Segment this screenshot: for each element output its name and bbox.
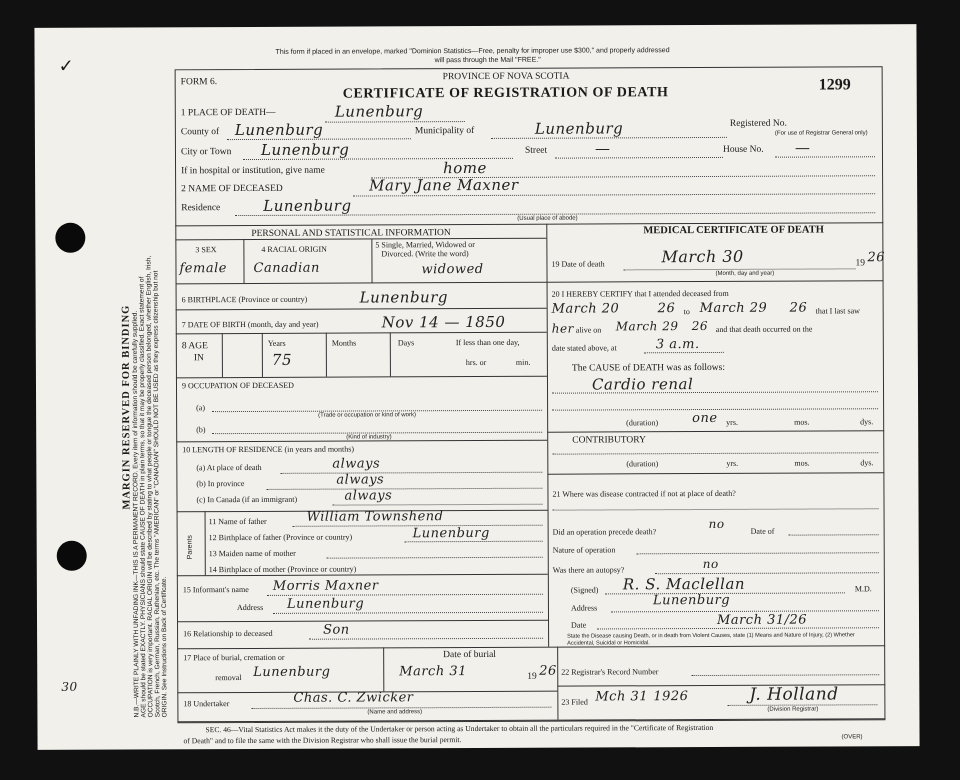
contributory-mos-label: mos.: [794, 458, 810, 468]
cause-value: Cardio renal: [591, 375, 694, 394]
deceased-name-label: 2 NAME OF DECEASED: [181, 183, 283, 195]
city-value: Lunenburg: [260, 140, 350, 159]
binding-hole-top: [55, 223, 85, 253]
occupation-label: 9 OCCUPATION OF DECEASED: [181, 380, 294, 391]
attended-from-year: 26: [657, 301, 676, 317]
hospital-value: home: [443, 158, 487, 178]
at-place-label: (a) At place of death: [196, 462, 262, 473]
pronoun-value: her: [551, 321, 574, 336]
footer-over: (OVER): [841, 734, 863, 741]
death-occurred-label: and that death occurred on the: [715, 324, 813, 334]
municipality-value: Lunenburg: [534, 119, 624, 138]
marital-value: widowed: [421, 261, 484, 278]
registrar-note: (Division Registrar): [767, 706, 819, 713]
autopsy-label: Was there an autopsy?: [552, 565, 625, 575]
contributory-label: CONTRIBUTORY: [572, 435, 646, 446]
birthplace-label: 6 BIRTHPLACE (Province or country): [181, 294, 308, 305]
relationship-label: 16 Relationship to deceased: [183, 628, 273, 639]
duration-mos-label: mos.: [794, 417, 810, 427]
min-label: min.: [515, 357, 531, 367]
undertaker-note: (Name and address): [367, 709, 423, 716]
county-value: Lunenburg: [234, 120, 324, 140]
operation-date-label: Date of: [750, 526, 775, 536]
dob-label: 7 DATE OF BIRTH (month, day and year): [181, 319, 319, 330]
duration-value: one: [692, 410, 718, 427]
years-value: 75: [271, 350, 293, 369]
house-no-label: House No.: [722, 144, 764, 155]
parents-label: Parents: [186, 535, 194, 560]
margin-check-mark: ✓: [58, 55, 74, 76]
undertaker-value: Chas. C. Zwicker: [293, 690, 414, 706]
contributory-dys-label: dys.: [860, 458, 874, 468]
residence-label: Residence: [181, 203, 221, 214]
father-name-value: William Townshend: [306, 509, 444, 525]
occupation-b-label: (b): [196, 425, 206, 435]
alive-on-year: 26: [691, 318, 709, 334]
deceased-name-value: Mary Jane Maxner: [369, 175, 519, 195]
personal-heading: PERSONAL AND STATISTICAL INFORMATION: [251, 228, 451, 239]
age-label-2: IN: [193, 353, 204, 364]
years-label: Years: [267, 338, 286, 348]
less-than-day-label: If less than one day,: [455, 337, 520, 348]
at-place-value: always: [332, 456, 381, 472]
cause-label: The CAUSE of DEATH was as follows:: [571, 362, 725, 374]
father-birthplace-value: Lunenburg: [412, 525, 490, 542]
undertaker-label: 18 Undertaker: [183, 699, 230, 709]
contributory-yrs-label: yrs.: [726, 458, 739, 468]
filed-year-value: 1926: [653, 689, 689, 705]
months-label: Months: [331, 338, 357, 348]
mother-name-label: 13 Maiden name of mother: [208, 548, 296, 559]
date-of-death-note: (Month, day and year): [715, 270, 775, 277]
burial-year-prefix: 19: [527, 671, 537, 682]
county-label: County of: [180, 127, 220, 138]
duration-yrs-label: yrs.: [726, 417, 738, 427]
father-birthplace-label: 12 Birthplace of father (Province or country): [208, 532, 353, 543]
age-label-1: 8 AGE: [181, 341, 208, 352]
city-label: City or Town: [180, 147, 232, 158]
in-province-label: (b) In province: [196, 479, 245, 489]
racial-label: 4 RACIAL ORIGIN: [261, 244, 327, 254]
days-label: Days: [397, 338, 415, 348]
attended-from-value: March 20: [551, 301, 620, 317]
time-of-death-value: 3 a.m.: [655, 337, 700, 353]
province-heading: PROVINCE OF NOVA SCOTIA: [442, 71, 570, 83]
burial-year-value: 26: [539, 663, 557, 679]
father-name-label: 11 Name of father: [208, 516, 267, 527]
margin-instruction-5: ORIGIN. See Instructions on Back of Certificate.: [160, 576, 169, 718]
residence-value: Lunenburg: [263, 196, 352, 215]
alive-on-label: alive on: [575, 325, 602, 335]
margin-instruction-2: AGE should be stated EXACTLY. PHYSICIANS should state CAUSE OF DEATH in plain terms, so that it may be properly classified. Exact statement of: [138, 276, 148, 718]
mother-birthplace-label: 14 Birthplace of mother (Province or country): [208, 564, 357, 575]
md-label: M.D.: [854, 584, 872, 594]
relationship-value: Son: [323, 622, 350, 638]
certificate-title: CERTIFICATE OF REGISTRATION OF DEATH: [342, 85, 669, 102]
hospital-label: If in hospital or institution, give name: [181, 165, 325, 177]
registered-no-label: Registered No.: [729, 118, 787, 129]
sex-value: female: [179, 261, 227, 277]
margin-instruction-1: N.B.—WRITE PLAINLY WITH UNFADING INK—THIS IS A PERMANENT RECORD. Every item of information should be carefully supplied.: [131, 310, 141, 718]
certify-label: 20 I HEREBY CERTIFY that I attended deceased from: [551, 288, 729, 299]
death-certificate: [34, 24, 919, 750]
burial-date-value: March 31: [399, 664, 467, 680]
margin-instruction-3: OCCUPATION is very important. RACIAL ORIGIN will be described by stating to what people or tongue the deceased person belonged, whether English, Irish,: [145, 255, 155, 718]
duration-dys-label: dys.: [860, 417, 874, 427]
occupation-a-note: (Trade or occupation or kind of work): [318, 412, 416, 419]
place-of-death-label: 1 PLACE OF DEATH—: [180, 107, 276, 119]
to-label: to: [683, 307, 690, 317]
street-label: Street: [524, 145, 548, 156]
date-of-death-label: 19 Date of death: [551, 259, 605, 269]
sex-label: 3 SEX: [195, 245, 217, 255]
autopsy-value: no: [702, 556, 719, 572]
binding-hole-bottom: [57, 541, 87, 571]
physician-address-label: Address: [570, 603, 598, 613]
racial-value: Canadian: [253, 260, 320, 276]
mail-notice-line2: will pass through the Mail "FREE.": [434, 56, 541, 65]
residence-note: (Usual place of abode): [517, 215, 578, 222]
house-no-value: —: [794, 138, 811, 157]
last-saw-label: that I last saw: [815, 306, 860, 316]
physician-address-value: Lunenburg: [652, 592, 731, 609]
in-province-value: always: [336, 472, 385, 488]
burial-place-value: Lunenburg: [253, 664, 331, 680]
margin-page-mark: 30: [61, 679, 78, 694]
occupation-b-note: (Kind of industry): [346, 434, 392, 441]
signature-date-label: Date: [571, 620, 587, 630]
registrar-record-label: 22 Registrar's Record Number: [561, 667, 659, 677]
residence-length-label: 10 LENGTH OF RESIDENCE (in years and months): [182, 444, 355, 455]
nature-of-operation-label: Nature of operation: [552, 545, 616, 555]
violent-causes-note: State the Disease causing Death, or in death from Violent Causes, state (1) Means and Nature of Injury, (2) Whether Accidental, Suicidal or Homicidal.: [567, 632, 855, 647]
marital-label-2: Divorced. (Write the word): [381, 249, 469, 259]
street-value: —: [594, 139, 611, 158]
duration-label: (duration): [626, 418, 659, 428]
alive-on-value: March 29: [615, 319, 679, 334]
registered-no-note: (For use of Registrar General only): [774, 130, 868, 137]
dob-value: Nov 14 — 1850: [381, 312, 506, 332]
margin-instruction-4: Scotch, French, German, Russian, Ruthenian, etc. The terms "AMERICAN" or "CANADIAN" SHOULD NOT BE USED as they express citizenship but not: [152, 270, 162, 718]
burial-place-label-2: removal: [215, 673, 242, 683]
place-of-death-value: Lunenburg: [334, 102, 424, 121]
operation-value: no: [708, 516, 725, 531]
operation-label: Did an operation precede death?: [552, 527, 657, 537]
informant-name-value: Morris Maxner: [272, 578, 379, 594]
burial-place-label-1: 17 Place of burial, cremation or: [183, 652, 285, 663]
filed-label: 23 Filed: [561, 697, 588, 707]
marital-label-1: 5 Single, Married, Widowed or: [375, 240, 475, 250]
attended-to-year: 26: [789, 300, 808, 316]
birthplace-value: Lunenburg: [359, 288, 449, 307]
date-of-death-year-prefix: 19: [855, 258, 865, 269]
certificate-number: 1299: [818, 76, 851, 94]
physician-signature: R. S. Maclellan: [622, 574, 746, 594]
informant-address-label: Address: [236, 602, 264, 613]
form-number: FORM 6.: [180, 77, 218, 88]
contracted-label: 21 Where was disease contracted if not at place of death?: [552, 488, 736, 499]
mail-notice-line1: This form if placed in an envelope, marked "Dominion Statistics—Free, penalty for improper use $300," and properly addressed: [275, 47, 670, 56]
in-canada-value: always: [344, 488, 393, 504]
registrar-signature: J. Holland: [749, 684, 839, 705]
signature-date-value: March 31/26: [716, 612, 808, 628]
informant-name-label: 15 Informant's name: [182, 584, 249, 595]
contributory-duration-label: (duration): [626, 459, 659, 469]
medical-heading: MEDICAL CERTIFICATE OF DEATH: [643, 224, 824, 237]
municipality-label: Municipality of: [414, 126, 475, 137]
hrs-label: hrs. or: [465, 357, 487, 368]
burial-date-label: Date of burial: [443, 649, 496, 661]
informant-address-value: Lunenburg: [286, 596, 365, 612]
attended-to-value: March 29: [699, 300, 768, 317]
date-of-death-year: 26: [867, 250, 886, 266]
in-canada-label: (c) In Canada (if an immigrant): [196, 494, 298, 505]
filed-date-value: Mch 31: [595, 689, 649, 705]
footer-line-2: of Death" and to file the same with the Division Registrar who shall issue the burial permit.: [183, 735, 462, 746]
margin-reserved-label: MARGIN RESERVED FOR BINDING: [120, 304, 133, 510]
date-of-death-value: March 30: [661, 246, 744, 267]
date-stated-label: date stated above, at: [551, 343, 617, 353]
occupation-a-label: (a): [196, 403, 205, 413]
footer-line-1: SEC. 46—Vital Statistics Act makes it the duty of the Undertaker or person acting as Undertaker to obtain all the particulars required in the "Certificate of Registration: [205, 722, 714, 735]
signed-label: (Signed): [570, 585, 599, 595]
